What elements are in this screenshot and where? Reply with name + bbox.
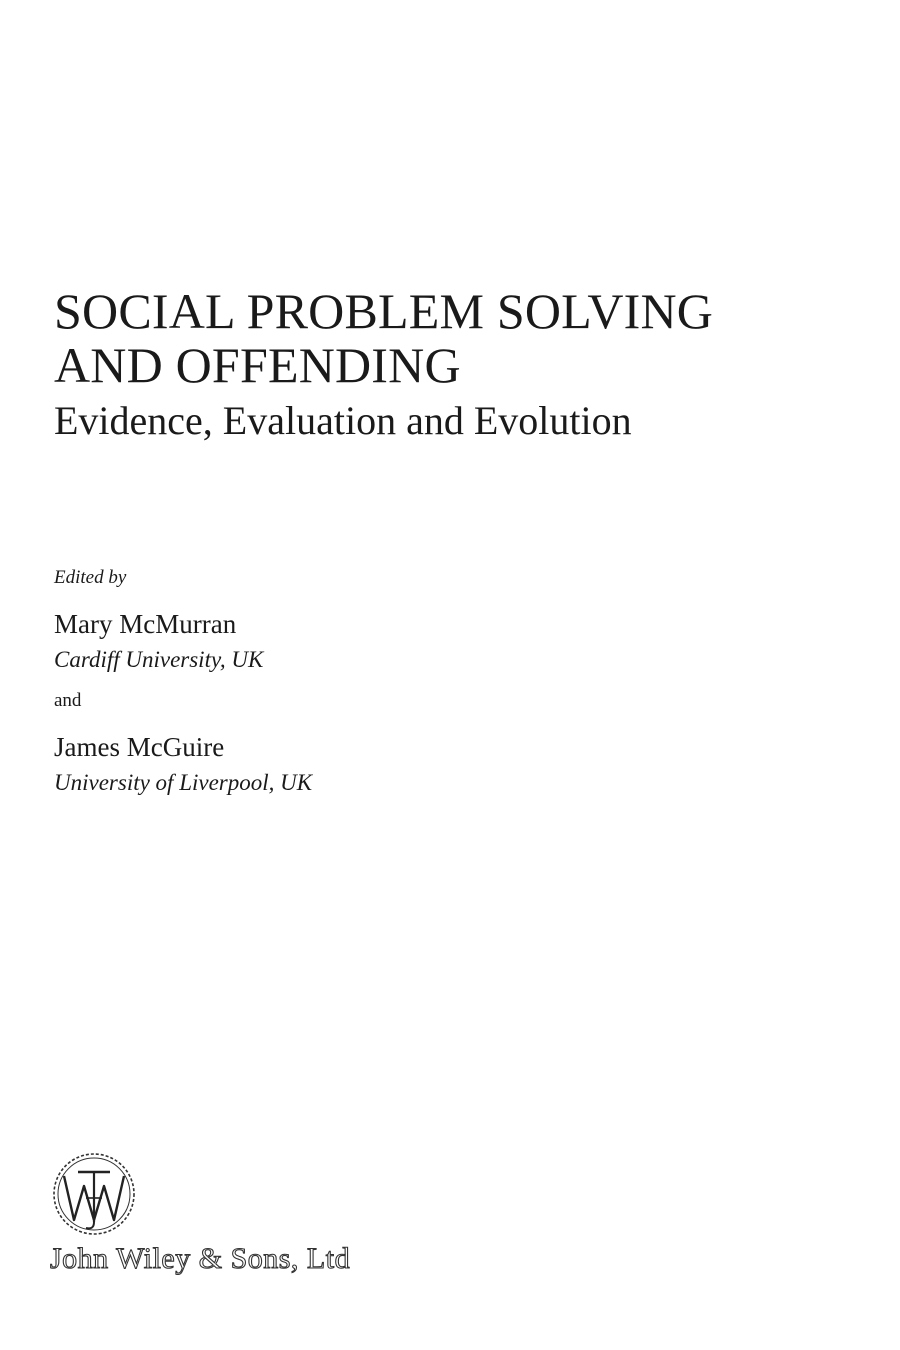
editors-block xyxy=(54,566,754,797)
title-block xyxy=(54,284,874,444)
book-title-line-1: SOCIAL PROBLEM SOLVING xyxy=(54,283,714,339)
conjunction-and: and xyxy=(54,690,82,711)
editor-1-name: Mary McMurran xyxy=(54,609,237,639)
book-subtitle: Evidence, Evaluation and Evolution xyxy=(54,398,632,443)
editor-2-affiliation: University of Liverpool, UK xyxy=(54,770,313,795)
publisher-block xyxy=(50,1150,450,1276)
editor-2-name: James McGuire xyxy=(54,732,225,762)
wiley-logo-icon xyxy=(50,1150,138,1238)
publisher-name: John Wiley & Sons, Ltd xyxy=(50,1242,351,1275)
editor-1-affiliation: Cardiff University, UK xyxy=(54,647,264,672)
book-title-line-2: AND OFFENDING xyxy=(54,337,461,393)
edited-by-label: Edited by xyxy=(54,567,127,588)
